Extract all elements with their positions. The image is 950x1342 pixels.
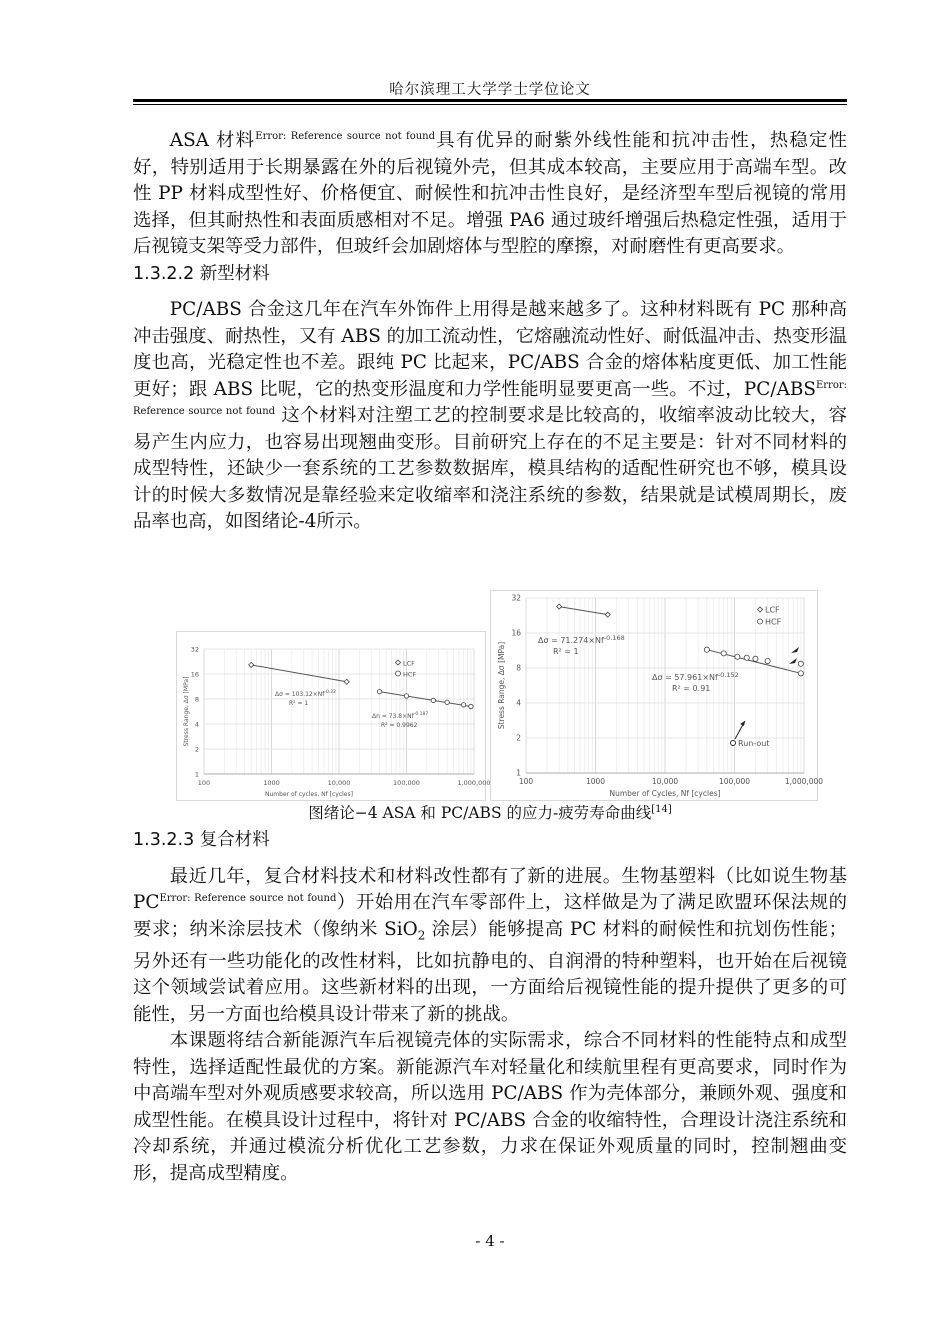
x-axis-label: Number of Cycles, Nf [cycles] <box>609 789 721 798</box>
data-point-hcf <box>431 698 435 702</box>
runout-label: Run-out <box>738 739 770 748</box>
x-tick-label: 10,000 <box>327 779 351 787</box>
y-axis-label: Stress Range, Δσ [MPa] <box>497 641 506 730</box>
y-tick-label: 8 <box>516 663 521 673</box>
fit-exponent: -0.22 <box>324 690 337 695</box>
legend-label: HCF <box>765 617 782 627</box>
data-point-hcf <box>735 654 740 659</box>
header-rule-thin <box>133 104 847 105</box>
x-tick-label: 10,000 <box>651 777 679 786</box>
text-run: PC/ABS 合金这几年在汽车外饰件上用得是越来越多了。这种材料既有 PC 那种高冲击强度、耐热性，又有 ABS 的加工流动性，它熔融流动性好、耐低温冲击、热变形温度也高，光稳定性也不差。跟纯 PC 比起来，PC/ABS 合金的熔体粘度更低、加工性能更好；跟 ABS 比呢，它的热变形温度和力学性能明显要更高一些。不过，PC/ABS <box>133 299 847 400</box>
fit-equation: $\Delta n = 73.8\times Nf^{-0.187}$ <box>372 712 429 720</box>
x-tick-label: 100,000 <box>393 779 420 787</box>
caption-reference: [14] <box>651 803 672 815</box>
y-tick-label: 1 <box>194 770 199 779</box>
y-tick-label: 2 <box>516 733 521 743</box>
figure-caption <box>133 801 847 823</box>
legend-label: HCF <box>403 670 417 679</box>
fit-equation: $\Delta\sigma = 103.12\times Nf^{-0.22}$ <box>275 690 337 698</box>
y-axis-label: Stress Range, Δσ [MPa] <box>183 676 190 747</box>
x-tick-label: 1,000,000 <box>457 779 491 787</box>
y-tick-label: 32 <box>511 593 521 603</box>
legend-label: LCF <box>403 659 415 668</box>
data-point-hcf <box>461 703 465 707</box>
reference-error: Error: Reference source not found <box>159 893 337 904</box>
y-tick-label: 16 <box>190 670 199 679</box>
subscript: 2 <box>417 928 426 943</box>
chart-frame <box>177 632 486 801</box>
y-tick-label: 16 <box>511 628 521 638</box>
data-point-hcf <box>765 658 770 663</box>
section-bottom <box>133 827 847 1187</box>
data-point-hcf <box>798 671 803 676</box>
paragraph-asa <box>133 128 847 261</box>
caption-text: 图绪论−4 ASA 和 PC/ABS 的应力-疲劳寿命曲线 <box>308 804 652 822</box>
r-squared: R² = 0.91 <box>672 684 711 693</box>
y-tick-label: 4 <box>194 720 199 729</box>
data-point-hcf <box>753 656 758 661</box>
data-point-hcf <box>721 651 726 656</box>
r-squared: R² = 0.9962 <box>381 722 418 729</box>
data-point-hcf <box>469 704 473 708</box>
text-run: 这个材料对注塑工艺的控制要求是比较高的，收缩率波动比较大，容易产生内应力，也容易出现翘曲变形。目前研究上存在的不足主要是：针对不同材料的成型特性，还缺少一套系统的工艺参数数据库，模具结构的适配性研究也不够，模具设计的时候大多数情况是靠经验来定收缩率和浇注系统的参数，结果就是试模周期长，废品率也高，如图绪论-4所示。 <box>133 405 847 532</box>
y-tick-label: 4 <box>516 698 521 708</box>
section-top <box>133 128 847 536</box>
paragraph-project: 本课题将结合新能源汽车后视镜壳体的实际需求，综合不同材料的性能特点和成型特性，选择适配性最优的方案。新能源汽车对轻量化和续航里程有更高要求，同时作为中高端车型对外观质感要求较高，所以选用 PC/ABS 作为壳体部分，兼顾外观、强度和成型性能。在模具设计过程中，将针对 PC/ABS 合金的收缩特性，合理设计浇注系统和冷却系统，并通过模流分析优化工艺参数，力求在保证外观质量的同时，控制翘曲变形，提高成型精度。 <box>133 1030 847 1184</box>
text-run: 最近几年，复合材料技术和材料改性都有了新的进展。生物基塑料（比如说生物基 PC <box>133 865 847 913</box>
fit-exponent: -0.187 <box>413 712 429 717</box>
fit-equation: $\Delta\sigma = 57.961\times Nf^{-0.152}$ <box>652 671 739 682</box>
fit-exponent: -0.168 <box>603 634 625 642</box>
x-tick-label: 100 <box>518 777 534 786</box>
text-run: ）开始用在汽车零部件上，这样做是为了满足欧盟环保法规的要求；纳米涂层技术（像纳米 SiO <box>133 892 847 940</box>
x-tick-label: 100,000 <box>718 777 751 786</box>
data-point-hcf <box>377 689 381 693</box>
r-squared: R² = 1 <box>553 647 579 656</box>
x-tick-label: 1000 <box>585 777 606 786</box>
page-header: 哈尔滨理工大学学士学位论文 <box>389 82 591 98</box>
paragraph-pcabs <box>133 297 847 536</box>
x-tick-label: 1,000,000 <box>784 777 824 786</box>
fatigue-chart-pcabs <box>490 590 824 801</box>
data-point-hcf <box>744 655 749 660</box>
legend-marker <box>396 671 401 676</box>
heading-composite-materials: 1.3.2.3 复合材料 <box>133 830 270 850</box>
data-point-hcf <box>798 661 803 666</box>
reference-error: Error: Reference source not found <box>133 379 847 417</box>
y-tick-label: 1 <box>516 768 521 778</box>
fatigue-chart-asa <box>176 631 491 801</box>
legend-label: LCF <box>765 605 780 615</box>
x-tick-label: 100 <box>197 779 211 787</box>
text-run: ASA 材料 <box>169 130 256 151</box>
heading-new-materials: 1.3.2.2 新型材料 <box>133 263 270 284</box>
y-tick-label: 2 <box>194 745 199 754</box>
data-point-hcf <box>404 694 408 698</box>
reference-error: Error: Reference source not found <box>255 131 436 142</box>
runout-marker <box>731 741 736 746</box>
data-point-hcf <box>704 647 709 652</box>
x-tick-label: 1000 <box>263 779 280 787</box>
y-tick-label: 32 <box>190 645 199 654</box>
legend-marker <box>758 619 763 624</box>
data-point-hcf <box>445 700 449 704</box>
y-tick-label: 8 <box>194 695 199 704</box>
r-squared: R² = 1 <box>289 700 309 707</box>
text-run: 涂层）能够提高 PC 材料的耐候性和抗划伤性能；另外还有一些功能化的改性材料，比如抗静电的、自润滑的特种塑料，也开始在后视镜这个领域尝试着应用。这些新材料的出现，一方面给后视镜性能的提升提供了更多的可能性，另一方面也给模具设计带来了新的挑战。 <box>133 918 848 1025</box>
paragraph-composite <box>133 864 847 1029</box>
fit-equation: $\Delta\sigma = 71.274\times Nf^{-0.168}$ <box>538 634 625 645</box>
fit-exponent: -0.152 <box>717 671 739 679</box>
page-number: - 4 - <box>475 1232 505 1250</box>
header-rule-thick <box>133 99 847 102</box>
text-run: 具有优异的耐紫外线性能和抗冲击性，热稳定性好，特别适用于长期暴露在外的后视镜外壳，但其成本较高，主要应用于高端车型。改性 PP 材料成型性好、价格便宜、耐候性和抗冲击性良好，是经济型车型后视镜的常用选择，但其耐热性和表面质感相对不足。增强 PA6 通过玻纤增强后热稳定性强，适用于后视镜支架等受力部件，但玻纤会加剧熔体与型腔的摩擦，对耐磨性有更高要求。 <box>133 130 847 257</box>
x-axis-label: Number of cycles, Nf [cycles] <box>265 791 353 798</box>
